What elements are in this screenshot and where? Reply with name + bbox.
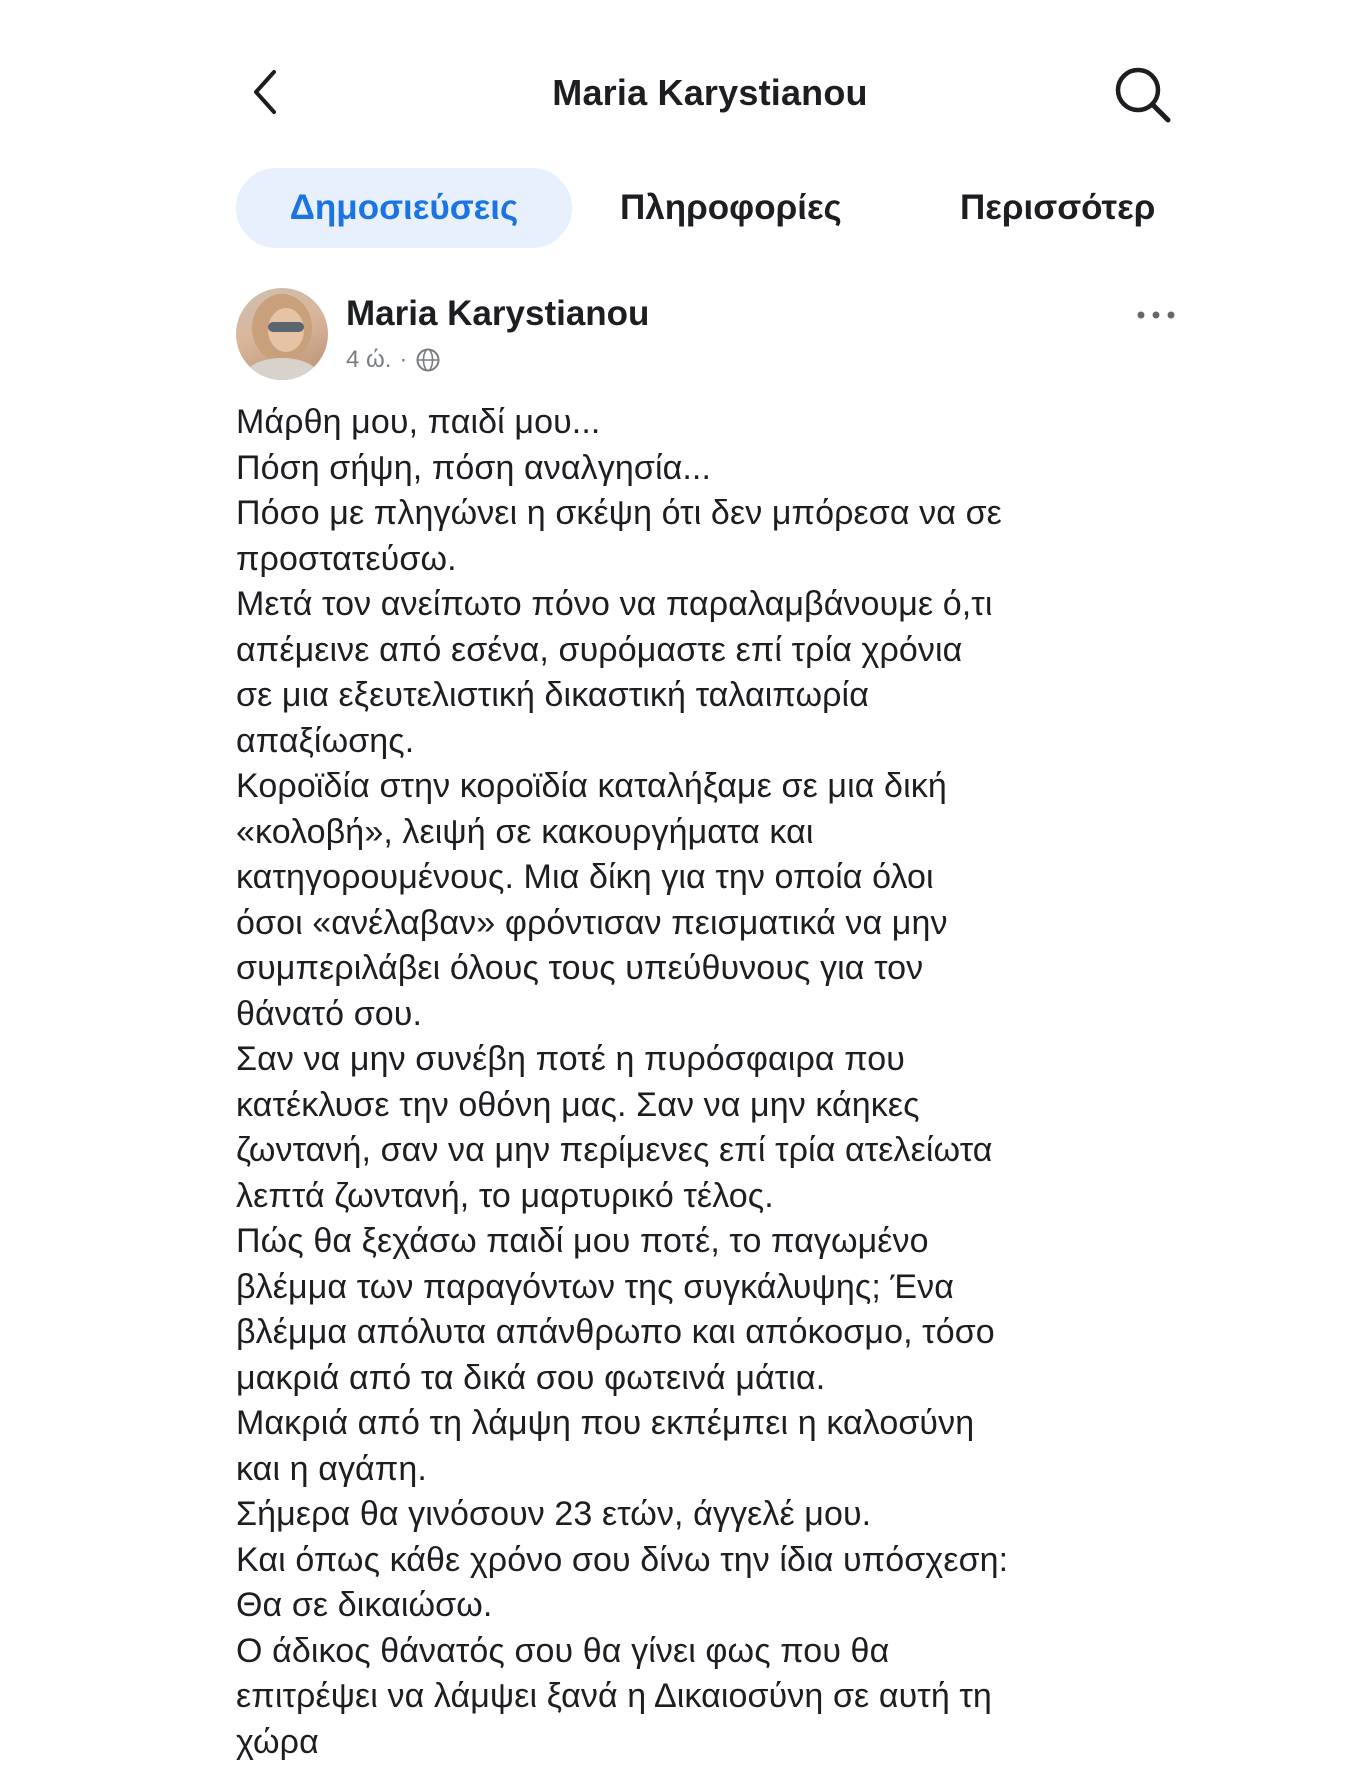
more-dots-icon: [1130, 302, 1182, 328]
profile-tabs: [0, 168, 1360, 252]
post-text-line: απαξίωσης.: [236, 719, 1256, 765]
post-body: [236, 400, 1256, 1765]
post-text-line: βλέμμα των παραγόντων της συγκάλυψης; Ένα: [236, 1265, 1256, 1311]
post-text-line: σε μια εξευτελιστική δικαστική ταλαιπωρία: [236, 673, 1256, 719]
post-author[interactable]: Maria Karystianou: [346, 294, 649, 334]
post-text-line: θάνατό σου.: [236, 992, 1256, 1038]
tab-about[interactable]: Πληροφορίες: [620, 168, 842, 248]
globe-icon: [415, 347, 441, 373]
post-text-line: Κοροϊδία στην κοροϊδία καταλήξαμε σε μια δική: [236, 764, 1256, 810]
post-text-line: επιτρέψει να λάμψει ξανά η Δικαιοσύνη σε αυτή τη: [236, 1674, 1256, 1720]
post-options-button[interactable]: [1130, 302, 1182, 328]
post-time[interactable]: 4 ώ.: [346, 346, 391, 374]
post-text-line: όσοι «ανέλαβαν» φρόντισαν πεισματικά να μην: [236, 901, 1256, 947]
post-text-line: Σαν να μην συνέβη ποτέ η πυρόσφαιρα που: [236, 1037, 1256, 1083]
post-text-line: Μάρθη μου, παιδί μου...: [236, 400, 1256, 446]
back-button[interactable]: [246, 66, 286, 118]
post-text-line: συμπεριλάβει όλους τους υπεύθυνους για τον: [236, 946, 1256, 992]
meta-separator: ·: [399, 346, 407, 374]
post-meta: [346, 344, 441, 376]
tab-more[interactable]: Περισσότερ: [960, 168, 1210, 248]
post-text-line: και η αγάπη.: [236, 1447, 1256, 1493]
post-text-line: Μετά τον ανείπωτο πόνο να παραλαμβάνουμε ό,τι: [236, 582, 1256, 628]
post-text-line: Θα σε δικαιώσω.: [236, 1583, 1256, 1629]
post-text-line: λεπτά ζωντανή, το μαρτυρικό τέλος.: [236, 1174, 1256, 1220]
page-title: Maria Karystianou: [400, 72, 1020, 114]
post-text-line: Μακριά από τη λάμψη που εκπέμπει η καλοσύνη: [236, 1401, 1256, 1447]
post-text-line: ζωντανή, σαν να μην περίμενες επί τρία ατελείωτα: [236, 1128, 1256, 1174]
tab-posts[interactable]: Δημοσιεύσεις: [236, 168, 572, 248]
post-text-line: μακριά από τα δικά σου φωτεινά μάτια.: [236, 1356, 1256, 1402]
post-text-line: κατέκλυσε την οθόνη μας. Σαν να μην κάηκες: [236, 1083, 1256, 1129]
post-text-line: Πόση σήψη, πόση αναλγησία...: [236, 446, 1256, 492]
post-text-line: Πόσο με πληγώνει η σκέψη ότι δεν μπόρεσα να σε: [236, 491, 1256, 537]
avatar[interactable]: [236, 288, 328, 380]
chevron-left-icon: [246, 66, 286, 118]
post-text-line: Ο άδικος θάνατός σου θα γίνει φως που θα: [236, 1629, 1256, 1675]
post-text-line: χώρα: [236, 1720, 1256, 1765]
post-text-line: κατηγορουμένους. Μια δίκη για την οποία όλοι: [236, 855, 1256, 901]
post-header: [0, 288, 1360, 388]
post-text-line: «κολοβή», λειψή σε κακουργήματα και: [236, 810, 1256, 856]
search-button[interactable]: [1112, 64, 1174, 126]
profile-photo-icon: [236, 288, 328, 380]
post-text-line: Σήμερα θα γινόσουν 23 ετών, άγγελέ μου.: [236, 1492, 1256, 1538]
post-text-line: Και όπως κάθε χρόνο σου δίνω την ίδια υπόσχεση:: [236, 1538, 1256, 1584]
top-bar: [0, 50, 1360, 136]
post-text-line: Πώς θα ξεχάσω παιδί μου ποτέ, το παγωμένο: [236, 1219, 1256, 1265]
post-text-line: προστατεύσω.: [236, 537, 1256, 583]
search-icon: [1112, 64, 1174, 126]
post-text-line: βλέμμα απόλυτα απάνθρωπο και απόκοσμο, τόσο: [236, 1310, 1256, 1356]
post-text-line: απέμεινε από εσένα, συρόμαστε επί τρία χρόνια: [236, 628, 1256, 674]
